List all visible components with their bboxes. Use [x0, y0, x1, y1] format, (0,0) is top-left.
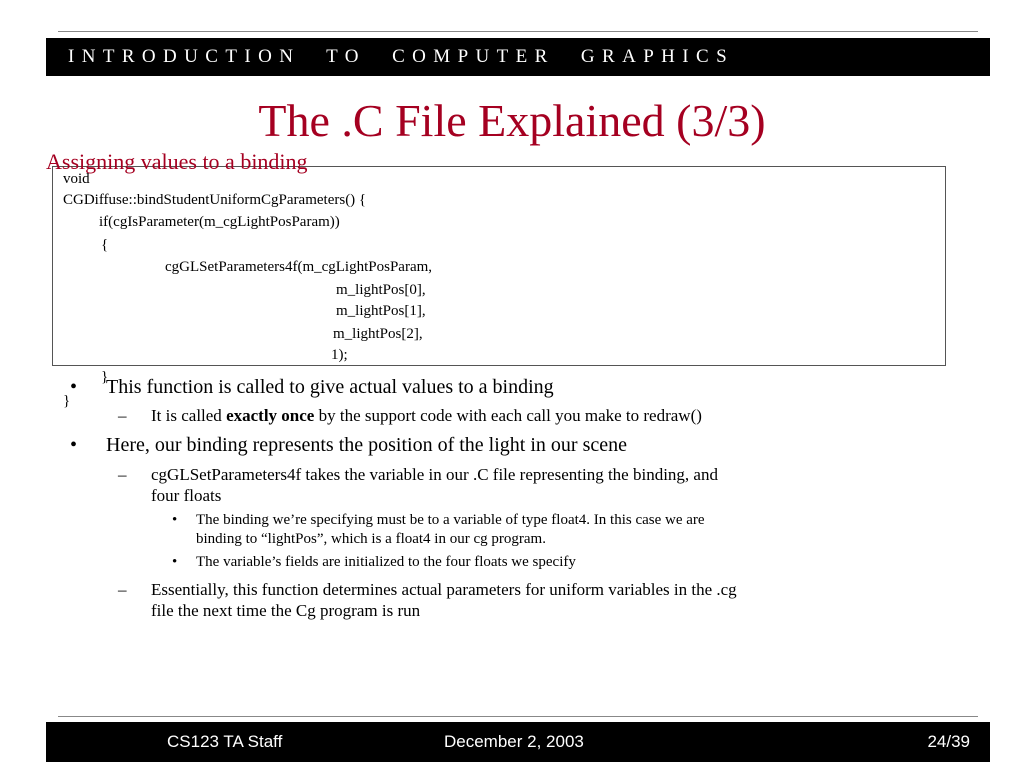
- emphasis-text: exactly once: [226, 406, 315, 425]
- sub-sub-bullet-item: The binding we’re specifying must be to a variable of type float4. In this case we are: [196, 512, 705, 528]
- footer-date: December 2, 2003: [444, 732, 584, 751]
- slide-title: The .C File Explained (3/3): [258, 95, 766, 146]
- code-line: m_lightPos[1],: [336, 303, 426, 319]
- bullet-marker: •: [172, 512, 178, 528]
- sub-sub-bullet-item-cont: binding to “lightPos”, which is a float4 in our cg program.: [196, 531, 546, 547]
- code-line: m_lightPos[0],: [336, 282, 426, 298]
- code-line: cgGLSetParameters4f(m_cgLightPosParam,: [165, 259, 433, 275]
- sub-bullet-item: [151, 406, 702, 426]
- slide-subtitle: Assigning values to a binding: [46, 149, 308, 174]
- code-line: }: [101, 369, 109, 385]
- sub-bullet-item-cont: file the next time the Cg program is run: [151, 601, 421, 620]
- header-bar: [46, 38, 990, 76]
- sub-bullet-text: by the support code with each call you make to redraw(): [314, 406, 702, 425]
- footer-bar: [46, 722, 990, 762]
- footer-page-number: 24/39: [927, 732, 970, 751]
- sub-bullet-item-cont: four floats: [151, 486, 222, 505]
- code-line: CGDiffuse::bindStudentUniformCgParameters() {: [63, 192, 367, 208]
- bullet-marker: •: [70, 434, 78, 456]
- bullet-marker: •: [172, 554, 178, 570]
- bullet-item: This function is called to give actual values to a binding: [106, 376, 554, 398]
- code-line: 1);: [331, 347, 348, 363]
- sub-bullet-item: cgGLSetParameters4f takes the variable in our .C file representing the binding, and: [151, 465, 718, 484]
- dash-marker: –: [118, 406, 127, 425]
- bullet-marker: •: [70, 376, 78, 398]
- sub-sub-bullet-item: The variable’s fields are initialized to the four floats we specify: [196, 554, 576, 570]
- code-line: if(cgIsParameter(m_cgLightPosParam)): [99, 214, 340, 230]
- code-line: m_lightPos[2],: [333, 326, 423, 342]
- bullet-item: Here, our binding represents the position of the light in our scene: [106, 434, 627, 456]
- top-rule: [58, 31, 978, 32]
- code-line: void: [63, 171, 90, 187]
- code-line: {: [101, 237, 109, 253]
- footer-author: CS123 TA Staff: [167, 732, 283, 751]
- dash-marker: –: [118, 580, 127, 599]
- code-line: }: [63, 393, 71, 409]
- course-title: INTRODUCTION TO COMPUTER GRAPHICS: [68, 46, 735, 67]
- sub-bullet-item: Essentially, this function determines actual parameters for uniform variables in the .cg: [151, 580, 737, 599]
- sub-bullet-text: It is called: [151, 406, 227, 425]
- bottom-rule: [58, 716, 978, 717]
- dash-marker: –: [118, 465, 127, 484]
